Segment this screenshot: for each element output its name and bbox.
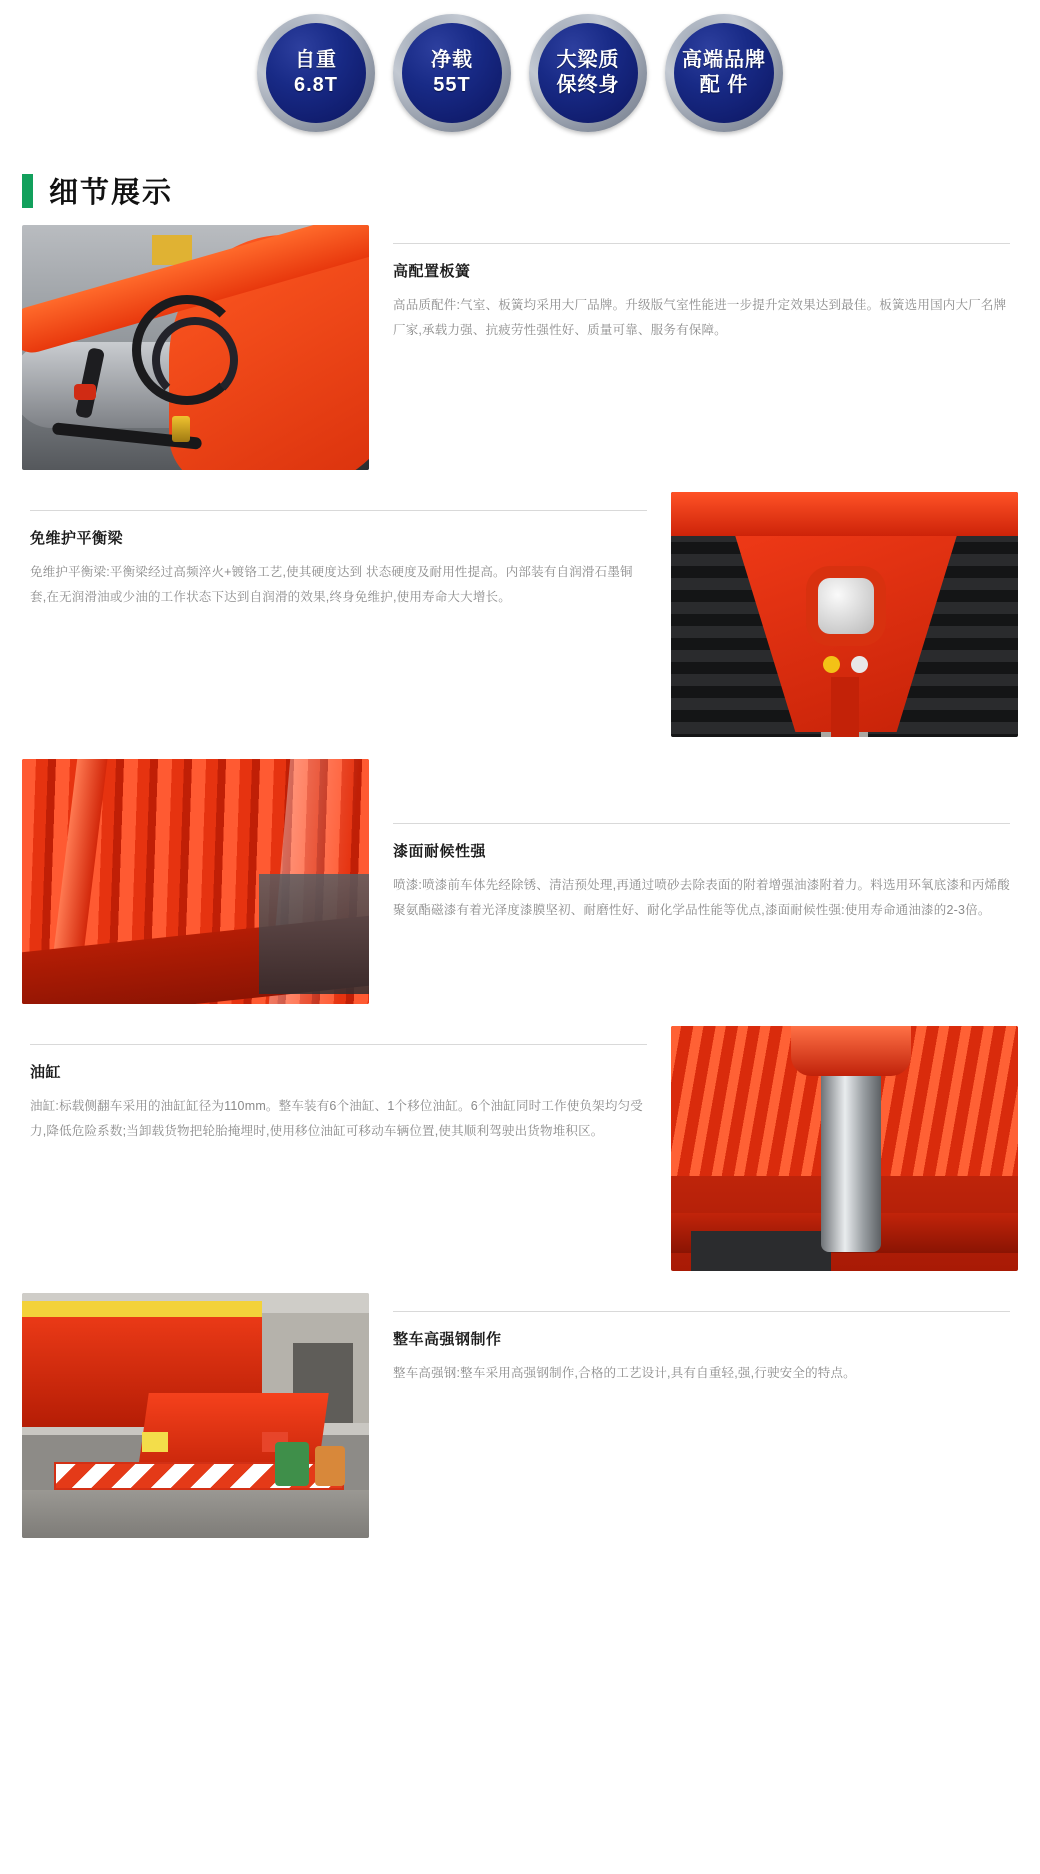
badge-payload	[393, 14, 511, 132]
badge-line: 自重	[295, 49, 337, 71]
feature-body: 喷漆:喷漆前车体先经除锈、清洁预处理,再通过喷砂去除表面的附着增强油漆附着力。料选用环氧底漆和丙烯酸聚氨酯磁漆有着光泽度漆膜坚初、耐磨性好、耐化学品性能等优点,漆面耐候性强:使用寿命通油漆的2-3倍。	[393, 878, 1010, 917]
heading-accent-bar	[22, 174, 33, 208]
feature-text	[369, 759, 1018, 923]
badge-line: 净载	[431, 49, 473, 71]
feature-body: 油缸:标载侧翻车采用的油缸缸径为110mm。整车装有6个油缸、1个移位油缸。6个油缸同时工作使负架均匀受力,降低危险系数;当卸载货物把轮胎掩埋时,使用移位油缸可移动车辆位置,使其顺利驾驶出货物堆积区。	[30, 1099, 643, 1138]
page-title: 细节展示	[49, 177, 174, 209]
badge-line: 6.8T	[293, 74, 339, 96]
divider	[30, 510, 647, 511]
feature-title: 整车高强钢制作	[393, 1331, 502, 1348]
feature-text	[369, 225, 1018, 343]
badge-beam-warranty	[529, 14, 647, 132]
paint-surface-panel-photo	[22, 759, 369, 1004]
feature-text	[22, 1026, 671, 1144]
badge-premium-parts	[665, 14, 783, 132]
leaf-spring-airbag-photo	[22, 225, 369, 470]
feature-title: 免维护平衡梁	[30, 530, 124, 547]
hydraulic-cylinder-photo	[671, 1026, 1018, 1271]
feature-body: 免维护平衡梁:平衡梁经过高频淬火+镀铬工艺,使其硬度达到 状态硬度及耐用性提高。内部装有自润滑石墨铜套,在无润滑油或少油的工作状态下达到自润滑的效果,终身免维护,使用寿命大大增长。	[30, 565, 633, 604]
divider	[30, 1044, 647, 1045]
feature-list	[0, 225, 1040, 1538]
badge-line: 保终身	[556, 74, 620, 96]
badge-line: 55T	[433, 74, 471, 96]
feature-row	[0, 759, 1040, 1004]
feature-text	[369, 1293, 1018, 1386]
feature-body: 整车高强钢:整车采用高强钢制作,合格的工艺设计,具有自重轻,强,行驶安全的特点。	[393, 1366, 856, 1380]
feature-text	[22, 492, 671, 610]
badge-line: 大梁质	[556, 49, 620, 71]
feature-row	[0, 1293, 1040, 1538]
divider	[393, 243, 1010, 244]
badge-line: 配 件	[699, 74, 749, 96]
divider	[393, 823, 1010, 824]
feature-title: 高配置板簧	[393, 263, 471, 280]
badge-self-weight	[257, 14, 375, 132]
divider	[393, 1311, 1010, 1312]
section-heading	[22, 170, 1040, 211]
feature-title: 油缸	[30, 1064, 62, 1081]
feature-body: 高品质配件:气室、板簧均采用大厂品牌。升级版气室性能进一步提升定效果达到最佳。板簧选用国内大厂名牌厂家,承载力强、抗疲劳性强性好、质量可靠、服务有保障。	[393, 298, 1007, 337]
feature-title: 漆面耐候性强	[393, 843, 487, 860]
feature-row	[0, 225, 1040, 470]
badge-line: 高端品牌	[682, 49, 766, 71]
highlight-badges	[0, 0, 1040, 142]
feature-row	[0, 492, 1040, 737]
feature-row	[0, 1026, 1040, 1271]
balance-beam-photo	[671, 492, 1018, 737]
truck-rear-body-photo	[22, 1293, 369, 1538]
